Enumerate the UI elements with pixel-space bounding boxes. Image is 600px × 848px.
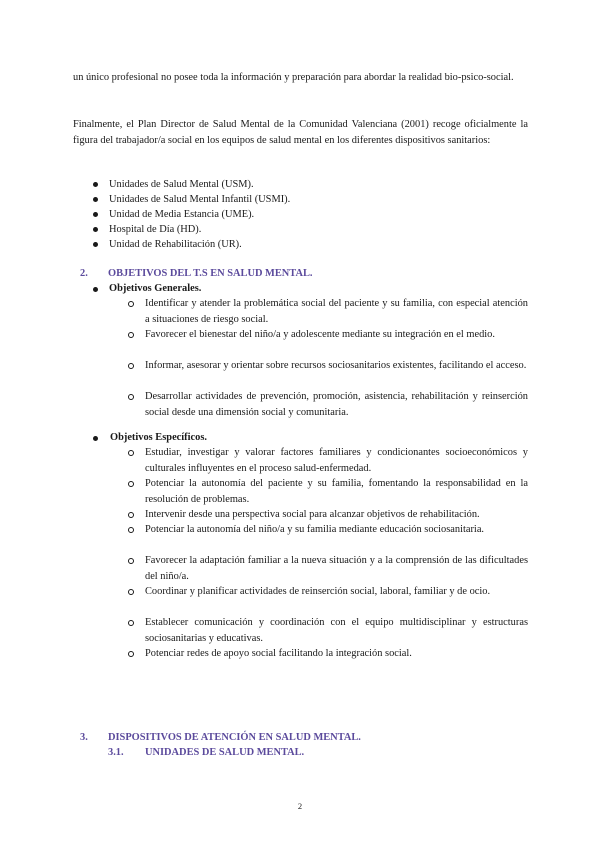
general-objective-item: Favorecer el bienestar del niño/a y adolescente mediante su integración en el medio. bbox=[145, 329, 495, 340]
section-2-number: 2. bbox=[80, 268, 88, 279]
subsection-3-1-title: UNIDADES DE SALUD MENTAL. bbox=[145, 747, 305, 758]
specific-objective-item: Estudiar, investigar y valorar factores familiares y condicionantes socioeconómicos y culturales influyentes en el proceso salud-enfermedad. bbox=[145, 447, 528, 474]
specific-objective-item: Potenciar la autonomía del paciente y su familia, fomentando la responsabilidad en la resolución de problemas. bbox=[145, 478, 528, 505]
specific-objective-item: Potenciar redes de apoyo social facilitando la integración social. bbox=[145, 648, 412, 659]
specific-objective-item: Potenciar la autonomía del niño/a y su familia mediante educación sociosanitaria. bbox=[145, 524, 485, 535]
bullet-icon bbox=[93, 182, 98, 187]
circle-bullet-icon bbox=[128, 512, 134, 518]
general-objective-item: Desarrollar actividades de prevención, promoción, asistencia, rehabilitación y reinserción social desde una dimensión social y comunitaria. bbox=[145, 391, 528, 418]
specific-objectives-label: Objetivos Específicos. bbox=[110, 432, 207, 443]
specific-objective-item: Establecer comunicación y coordinación con el equipo multidisciplinar y estructuras sociosanitarias y educativas. bbox=[145, 617, 528, 644]
circle-bullet-icon bbox=[128, 589, 134, 595]
section-3-number: 3. bbox=[80, 732, 88, 743]
circle-bullet-icon bbox=[128, 301, 134, 307]
page-number: 2 bbox=[297, 801, 303, 811]
circle-bullet-icon bbox=[128, 394, 134, 400]
list-item: Unidad de Rehabilitación (UR). bbox=[0, 237, 600, 253]
specific-objective-item: Favorecer la adaptación familiar a la nueva situación y a la comprensión de las dificultades del niño/a. bbox=[145, 555, 528, 582]
section-3-title: DISPOSITIVOS DE ATENCIÓN EN SALUD MENTAL. bbox=[108, 732, 361, 743]
list-item: Unidades de Salud Mental Infantil (USMI). bbox=[0, 192, 600, 208]
general-objective-item: Informar, asesorar y orientar sobre recursos sociosanitarios existentes, facilitando el acceso. bbox=[145, 360, 527, 371]
bullet-icon bbox=[93, 242, 98, 247]
intro-paragraph: un único profesional no posee toda la información y preparación para abordar la realidad bio-psico-social. bbox=[73, 72, 514, 83]
specific-objective-item: Intervenir desde una perspectiva social para alcanzar objetivos de rehabilitación. bbox=[145, 509, 480, 520]
circle-bullet-icon bbox=[128, 363, 134, 369]
bullet-icon bbox=[93, 436, 98, 441]
section-2-title: OBJETIVOS DEL T.S EN SALUD MENTAL. bbox=[108, 268, 313, 279]
list-item: Hospital de Día (HD). bbox=[0, 222, 600, 238]
subsection-3-1-number: 3.1. bbox=[108, 747, 124, 758]
list-item: Unidades de Salud Mental (USM). bbox=[0, 177, 600, 193]
specific-objective-item: Coordinar y planificar actividades de reinserción social, laboral, familiar y de ocio. bbox=[145, 586, 491, 597]
circle-bullet-icon bbox=[128, 620, 134, 626]
list-item: Unidad de Media Estancia (UME). bbox=[0, 207, 600, 223]
general-objective-item: Identificar y atender la problemática social del paciente y su familia, con especial atención a situaciones de riesgo social. bbox=[145, 298, 528, 325]
circle-bullet-icon bbox=[128, 481, 134, 487]
bullet-icon bbox=[93, 212, 98, 217]
bullet-icon bbox=[93, 287, 98, 292]
general-objectives-label: Objetivos Generales. bbox=[109, 283, 202, 294]
circle-bullet-icon bbox=[128, 558, 134, 564]
circle-bullet-icon bbox=[128, 450, 134, 456]
circle-bullet-icon bbox=[128, 527, 134, 533]
bullet-icon bbox=[93, 197, 98, 202]
bullet-icon bbox=[93, 227, 98, 232]
plan-director-paragraph: Finalmente, el Plan Director de Salud Mental de la Comunidad Valenciana (2001) recoge oficialmente la figura del trabajador/a social en los equipos de salud mental en los diferentes dispositivos sanitarios: bbox=[73, 119, 528, 146]
circle-bullet-icon bbox=[128, 332, 134, 338]
circle-bullet-icon bbox=[128, 651, 134, 657]
